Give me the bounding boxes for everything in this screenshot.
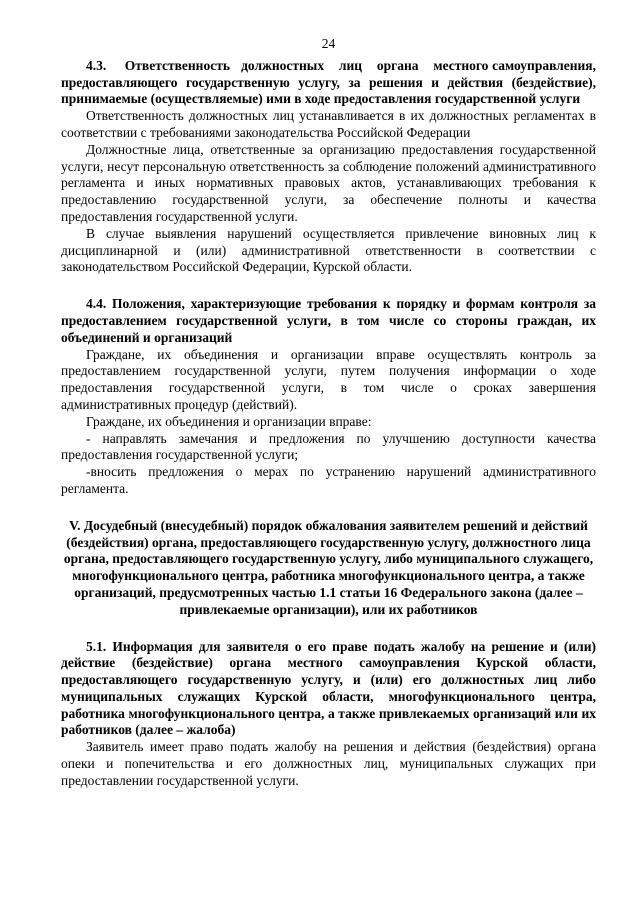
section-4-4-paragraph-1: Граждане, их объединения и организации вправе осуществлять контроль за предоставлением государственной услуги, путем получения информации о ходе предоставления государственной услуги, в том числе о сроках завершения административных процедур (действий). <box>61 346 596 412</box>
section-4-3-paragraph-3: В случае выявления нарушений осуществляется привлечение виновных лиц к дисциплинарной и (или) административной ответственности в соответствии с законодательством Российской Федерации, Курской области. <box>61 225 596 275</box>
section-4-3-paragraph-2: Должностные лица, ответственные за организацию предоставления государственной услуги, несут персональную ответственность за соблюдение положений административного регламента и иных нормативных правовых актов, устанавливающих требования к предоставлению государственной услуги, за обеспечение полноты и качества предоставления государственной услуги. <box>61 141 596 224</box>
section-4-4-list-item-1: - направлять замечания и предложения по улучшению доступности качества предоставления государственной услуги; <box>61 430 596 463</box>
section-4-4-paragraph-2: Граждане, их объединения и организации вправе: <box>86 413 372 429</box>
section-4-4 <box>61 296 596 498</box>
section-4-3-paragraph-1: Ответственность должностных лиц устанавливается в их должностных регламентах в соответствии с требованиями законодательства Российской Федерации <box>61 108 596 140</box>
page-number: 24 <box>321 36 336 51</box>
section-5-1 <box>61 639 596 790</box>
section-4-4-heading: 4.4. Положения, характеризующие требования к порядку и формам контроля за предоставлением государственной услуги, в том числе со стороны граждан, их объединений и организаций <box>61 296 596 345</box>
section-5-1-paragraph-1: Заявитель имеет право подать жалобу на решения и действия (бездействия) органа опеки и попечительства и его должностных лиц, муниципальных служащих при предоставлении государственной услуги. <box>61 739 596 788</box>
section-4-3-heading: 4.3. Ответственность должностных лиц органа местного самоуправления, предоставляющего государственную услугу, за решения и действия (бездействие), принимаемые (осуществляемые) ими в ходе предоставления государственной услуги <box>61 57 596 107</box>
section-4-4-list-item-2: -вносить предложения о мерах по устранению нарушений административного регламента. <box>61 464 596 496</box>
document-page <box>61 36 596 790</box>
section-4-3 <box>61 58 596 276</box>
section-5-heading: V. Досудебный (внесудебный) порядок обжалования заявителем решений и действий (бездействия) органа, предоставляющего государственную услугу, должностного лица органа, предоставляющего государственную услугу, либо муниципального служащего, многофункционального центра, работника многофункционального центра, а также организаций, предусмотренных частью 1.1 статьи 16 Федерального закона (далее – привлекаемые организации), или их работников <box>63 517 594 617</box>
section-5-1-heading: 5.1. Информация для заявителя о его праве подать жалобу на решение и (или) действие (бездействие) органа местного самоуправления Курской области, предоставляющего государственную услугу, и (или) его должностных лиц либо муниципальных служащих Курской области, многофункционального центра, работника многофункционального центра, а также привлекаемых организаций или их работников (далее – жалоба) <box>61 638 596 738</box>
section-5 <box>61 518 596 619</box>
